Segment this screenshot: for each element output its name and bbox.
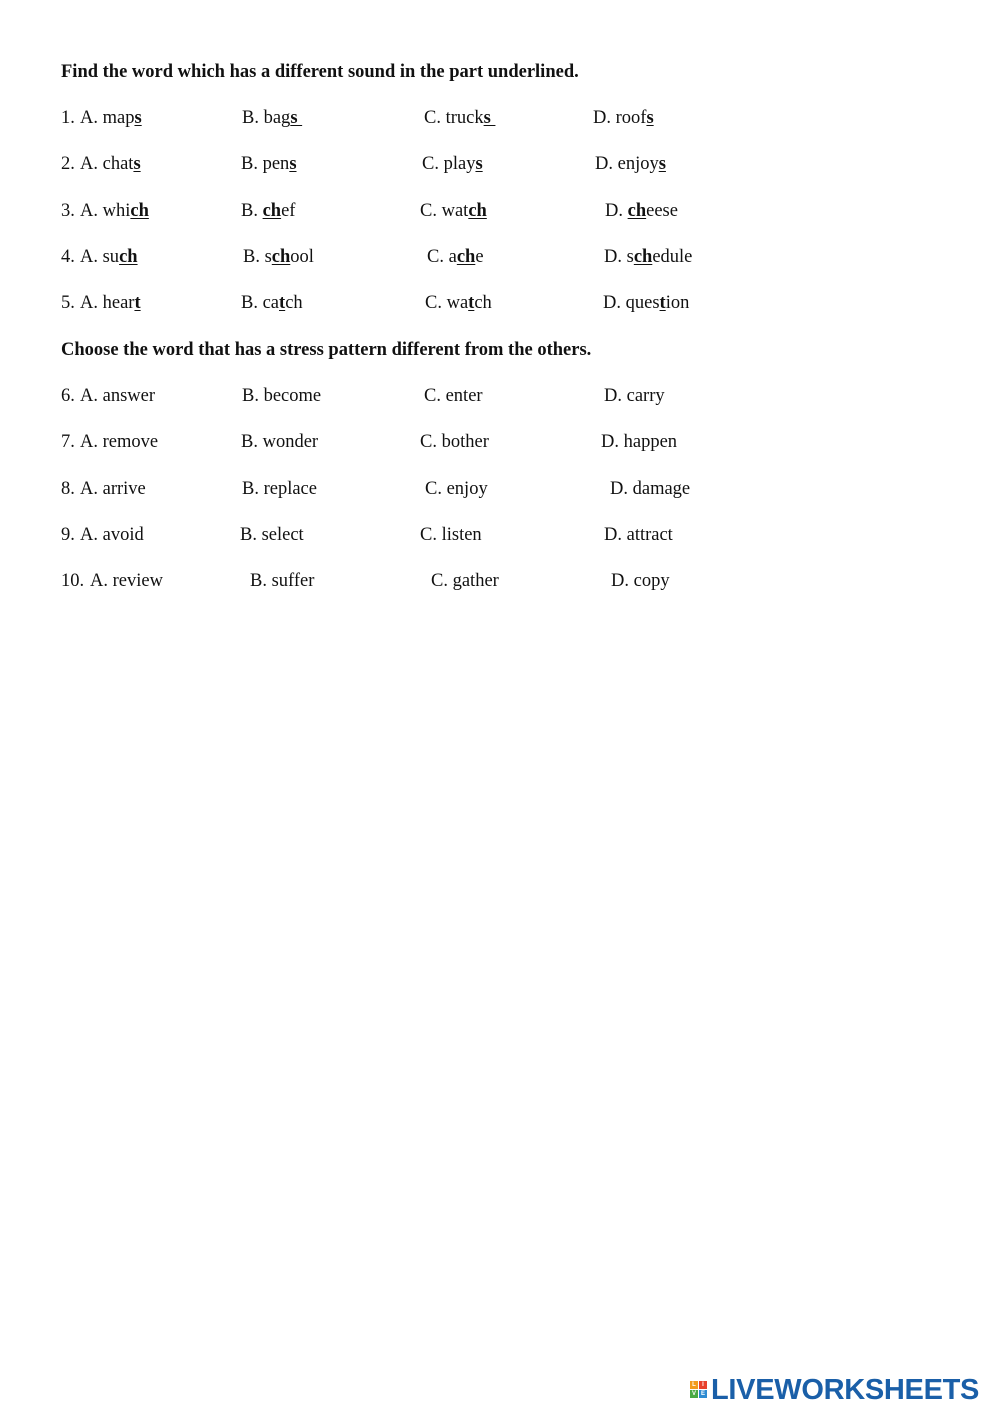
question-number: 4.: [61, 247, 75, 267]
question-row: [0, 201, 1000, 229]
option-d[interactable]: D. carry: [604, 386, 665, 406]
option-c[interactable]: C. bother: [420, 432, 489, 452]
option-a[interactable]: A. maps: [80, 108, 142, 128]
option-c[interactable]: C. watch: [420, 201, 487, 221]
option-d[interactable]: D. question: [603, 293, 690, 313]
option-b[interactable]: B. school: [243, 247, 314, 267]
logo-mark-tile: V: [691, 1391, 696, 1397]
option-a[interactable]: A. arrive: [80, 479, 146, 499]
section-2-heading: Choose the word that has a stress pattern different from the others.: [61, 340, 592, 360]
logo-mark-tile: I: [699, 1381, 707, 1389]
option-d[interactable]: D. attract: [604, 525, 673, 545]
question-row: [0, 571, 1000, 599]
question-number: 6.: [61, 386, 75, 406]
option-d[interactable]: D. cheese: [605, 201, 678, 221]
option-b[interactable]: B. pens: [241, 154, 297, 174]
logo-mark-tile: L: [690, 1381, 698, 1389]
question-row: [0, 525, 1000, 553]
option-a[interactable]: A. remove: [80, 432, 159, 452]
question-number: 3.: [61, 201, 75, 221]
question-number: 5.: [61, 293, 75, 313]
logo-mark-tile: E: [700, 1391, 705, 1397]
option-a[interactable]: A. heart: [80, 293, 141, 313]
option-c[interactable]: C. trucks: [424, 108, 496, 128]
section-1-heading: Find the word which has a different sound in the part underlined.: [61, 62, 579, 82]
option-c[interactable]: C. listen: [420, 525, 482, 545]
option-a[interactable]: A. chats: [80, 154, 141, 174]
option-a[interactable]: A. review: [90, 571, 163, 591]
option-b[interactable]: B. suffer: [250, 571, 315, 591]
option-a[interactable]: A. which: [80, 201, 149, 221]
option-c[interactable]: C. enjoy: [425, 479, 488, 499]
question-row: [0, 247, 1000, 275]
question-number: 8.: [61, 479, 75, 499]
option-b[interactable]: B. become: [242, 386, 322, 406]
option-a[interactable]: A. such: [80, 247, 138, 267]
question-number: 2.: [61, 154, 75, 174]
option-d[interactable]: D. damage: [610, 479, 691, 499]
option-d[interactable]: D. copy: [611, 571, 670, 591]
question-number: 1.: [61, 108, 75, 128]
question-row: [0, 154, 1000, 182]
logo-wordmark: LIVEWORKSHEETS: [711, 1373, 980, 1406]
option-b[interactable]: B. catch: [241, 293, 303, 313]
liveworksheets-logo: [690, 1375, 979, 1405]
question-row: [0, 386, 1000, 414]
option-b[interactable]: B. bags: [242, 108, 303, 128]
option-c[interactable]: C. enter: [424, 386, 483, 406]
option-b[interactable]: B. wonder: [241, 432, 319, 452]
option-c[interactable]: C. gather: [431, 571, 499, 591]
option-c[interactable]: C. plays: [422, 154, 483, 174]
question-row: [0, 479, 1000, 507]
option-b[interactable]: B. replace: [242, 479, 317, 499]
option-d[interactable]: D. roofs: [593, 108, 654, 128]
question-row: [0, 108, 1000, 136]
option-a[interactable]: A. avoid: [80, 525, 144, 545]
option-b[interactable]: B. select: [240, 525, 304, 545]
question-number: 7.: [61, 432, 75, 452]
option-b[interactable]: B. chef: [241, 201, 296, 221]
option-c[interactable]: C. watch: [425, 293, 492, 313]
option-d[interactable]: D. schedule: [604, 247, 693, 267]
question-row: [0, 432, 1000, 460]
question-row: [0, 293, 1000, 321]
option-c[interactable]: C. ache: [427, 247, 484, 267]
option-d[interactable]: D. happen: [601, 432, 678, 452]
option-d[interactable]: D. enjoys: [595, 154, 666, 174]
question-number: 10.: [61, 571, 85, 591]
option-a[interactable]: A. answer: [80, 386, 156, 406]
liveworksheets-logo-mark-icon: [690, 1377, 708, 1403]
question-number: 9.: [61, 525, 75, 545]
